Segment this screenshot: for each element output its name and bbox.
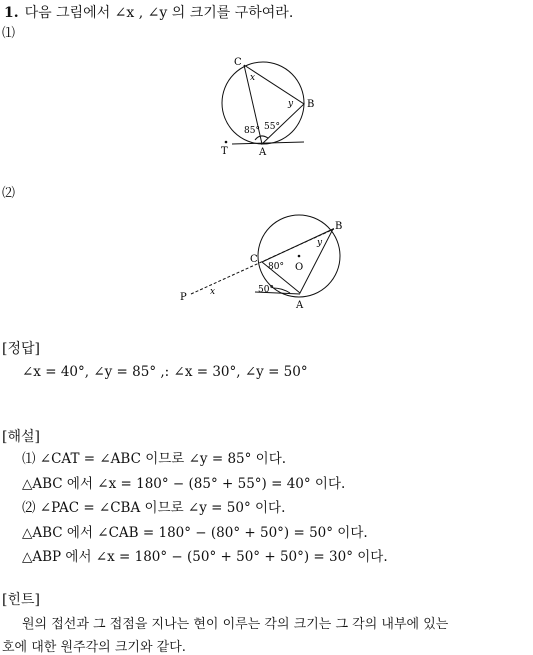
- label-b1: B: [307, 99, 315, 110]
- explanation-line-1: ⑴ ∠CAT = ∠ABC 이므로 ∠y = 85° 이다.: [22, 451, 287, 467]
- label-c2: C: [250, 254, 258, 265]
- label-a1: A: [259, 147, 267, 158]
- center-o: [298, 255, 301, 258]
- label-angle-85: 85°: [244, 126, 260, 136]
- explanation-line-4: △ABC 에서 ∠CAB = 180° − (80° + 50°) = 50° 이다.: [22, 525, 368, 541]
- hint-line-1: 원의 접선과 그 접점을 지나는 현이 이루는 각의 크기는 그 각의 내부에 있는: [22, 617, 449, 632]
- explanation-line-5: △ABP 에서 ∠x = 180° − (50° + 50° + 50°) = 30° 이다.: [22, 549, 388, 565]
- label-o2: O: [295, 262, 304, 273]
- hint-heading: [힌트]: [2, 592, 40, 608]
- label-angle-55: 55°: [264, 122, 280, 132]
- question-number: 1.: [4, 5, 19, 21]
- label-b2: B: [335, 221, 343, 232]
- explanation-line-3: ⑵ ∠PAC = ∠CBA 이므로 ∠y = 50° 이다.: [22, 500, 286, 516]
- explanation-heading: [해설]: [2, 429, 40, 445]
- part1-label: ⑴: [2, 26, 16, 41]
- label-y1: y: [288, 99, 294, 109]
- label-c1: C: [234, 57, 242, 68]
- label-angle-50: 50°: [258, 285, 274, 295]
- label-x1: x: [250, 73, 256, 83]
- triangle-2: [262, 229, 333, 293]
- answer-line: ∠x = 40°, ∠y = 85° ,: ∠x = 30°, ∠y = 50°: [22, 364, 308, 380]
- answer-heading: [정답]: [2, 341, 40, 357]
- label-t1: T: [221, 146, 228, 157]
- question-text: 다음 그림에서 ∠x , ∠y 의 크기를 구하여라.: [24, 5, 294, 21]
- label-x2: x: [210, 287, 216, 297]
- label-p2: P: [180, 292, 187, 303]
- angle-arc-2: [273, 288, 290, 293]
- part2-label: ⑵: [2, 186, 16, 201]
- label-a2: A: [296, 300, 304, 311]
- label-angle-80: 80°: [268, 262, 284, 272]
- explanation-line-2: △ABC 에서 ∠x = 180° − (85° + 55°) = 40° 이다.: [22, 476, 346, 492]
- hint-line-2: 호에 대한 원주각의 크기와 같다.: [2, 640, 186, 655]
- label-y2: y: [317, 238, 323, 248]
